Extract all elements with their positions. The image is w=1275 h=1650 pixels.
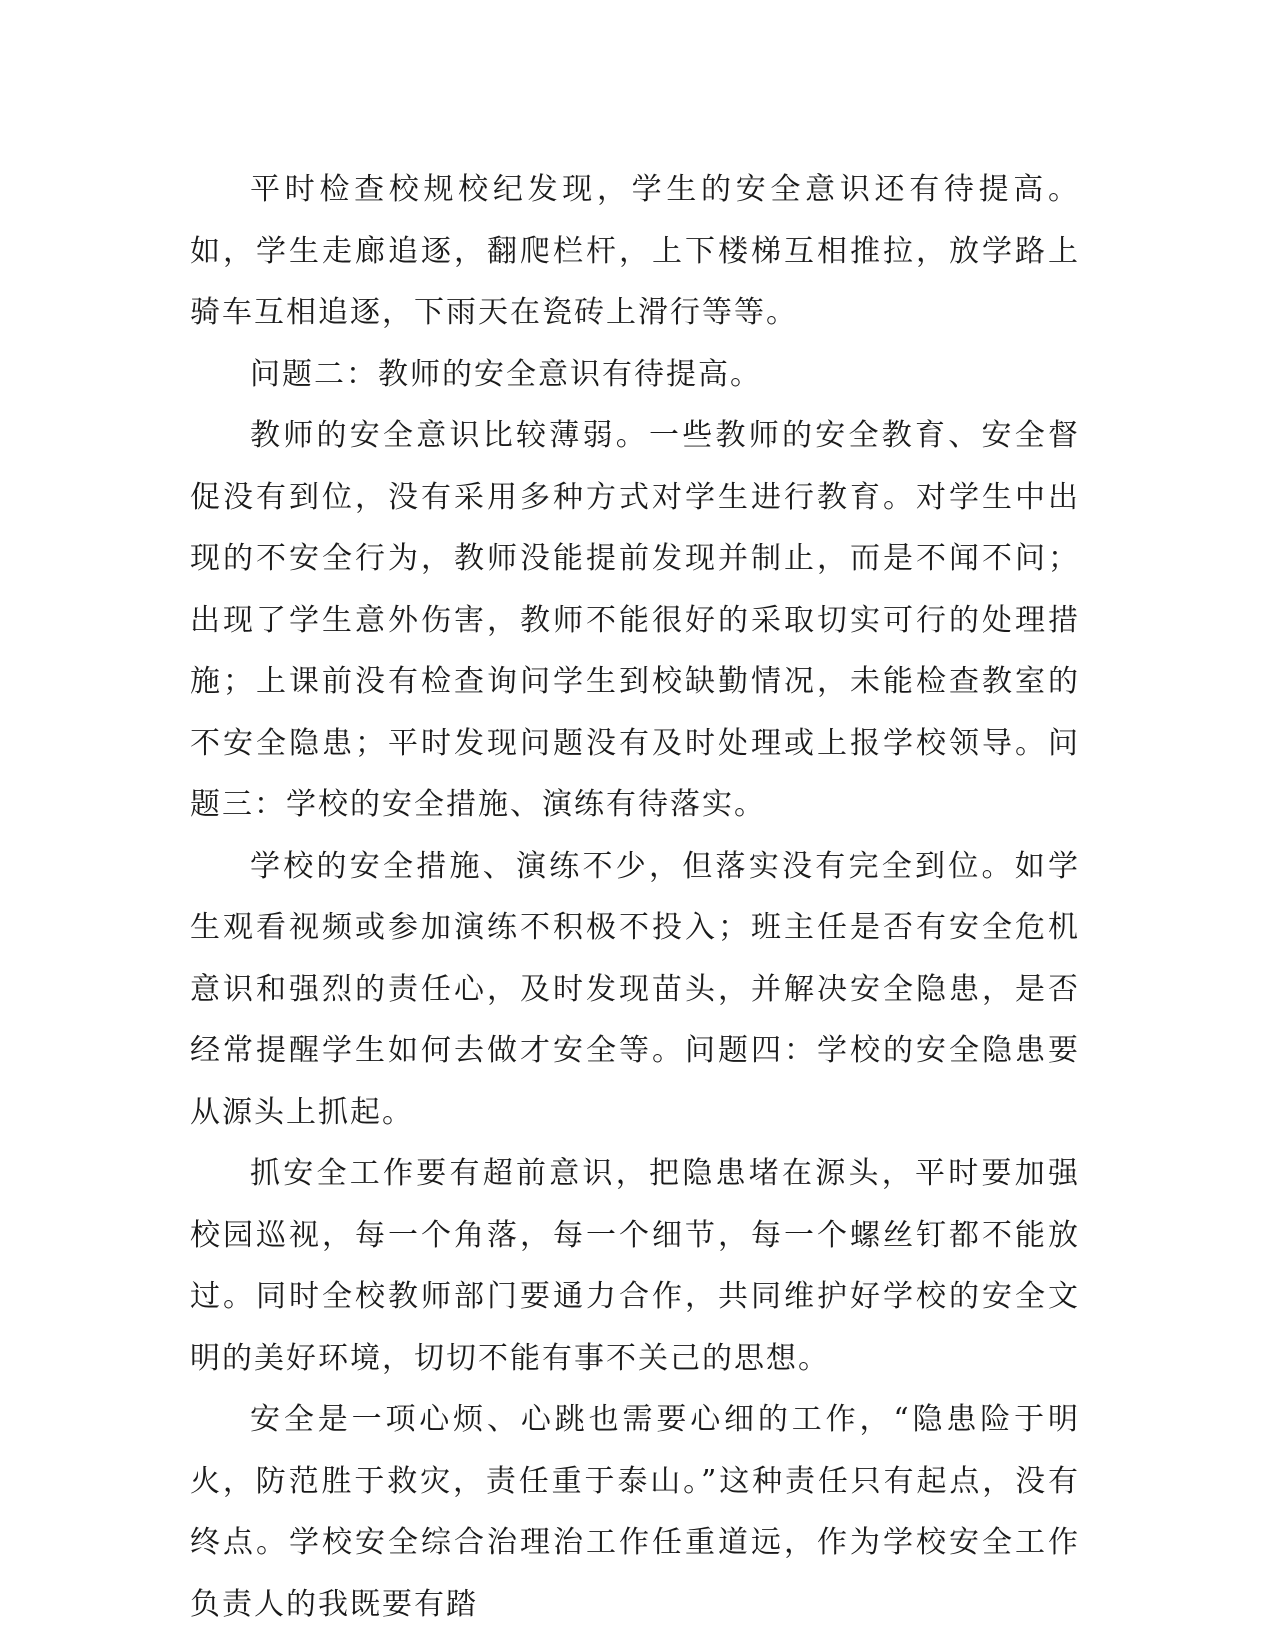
document-body (190, 159, 1080, 1635)
paragraph-teacher-safety-awareness: 教师的安全意识比较薄弱。一些教师的安全教育、安全督促没有到位，没有采用多种方式对学生进行教育。对学生中出现的不安全行为，教师没能提前发现并制止，而是不闻不问；出现了学生意外伤害，教师不能很好的采取切实可行的处理措施；上课前没有检查询问学生到校缺勤情况，未能检查教室的不安全隐患；平时发现问题没有及时处理或上报学校领导。问题三：学校的安全措施、演练有待落实。 (190, 418, 1080, 822)
paragraph-student-safety-awareness: 平时检查校规校纪发现，学生的安全意识还有待提高。如，学生走廊追逐，翻爬栏杆，上下楼梯互相推拉，放学路上骑车互相追逐，下雨天在瓷砖上滑行等等。 (190, 172, 1080, 330)
paragraph-prevent-hazards-at-source: 抓安全工作要有超前意识，把隐患堵在源头，平时要加强校园巡视，每一个角落，每一个细节，每一个螺丝钉都不能放过。同时全校教师部门要通力合作，共同维护好学校的安全文明的美好环境，切切不能有事不关己的思想。 (190, 1156, 1080, 1376)
paragraph-problem-two-heading: 问题二：教师的安全意识有待提高。 (250, 356, 762, 392)
paragraph-safety-measures-drills: 学校的安全措施、演练不少，但落实没有完全到位。如学生观看视频或参加演练不积极不投入；班主任是否有安全危机意识和强烈的责任心，及时发现苗头，并解决安全隐患，是否经常提醒学生如何去做才安全等。问题四：学校的安全隐患要从源头上抓起。 (190, 848, 1080, 1130)
paragraph-safety-responsibility: 安全是一项心烦、心跳也需要心细的工作，“隐患险于明火，防范胜于救灾，责任重于泰山。”这种责任只有起点，没有终点。学校安全综合治理治工作任重道远，作为学校安全工作负责人的我既要有踏 (190, 1402, 1080, 1622)
